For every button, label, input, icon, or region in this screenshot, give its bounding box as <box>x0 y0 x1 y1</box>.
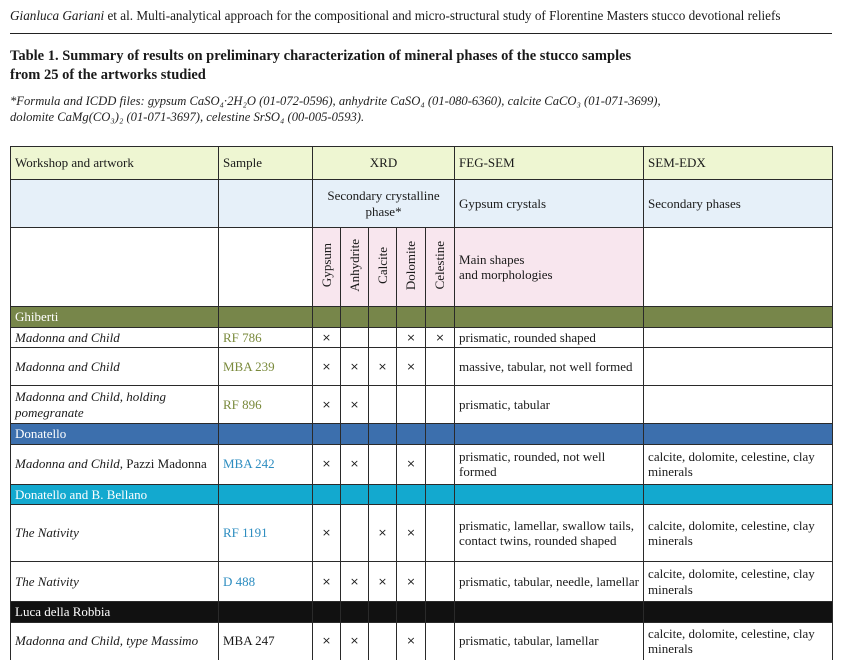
sample-cell: RF 896 <box>219 386 313 424</box>
xrd-mark-cell: × <box>397 622 426 660</box>
header-mineral-anhydrite: Anhydrite <box>341 228 369 307</box>
results-table <box>10 146 833 660</box>
caption-line-1: Table 1. Summary of results on preliminary characterization of mineral phases of the stucco samples <box>10 48 632 64</box>
group-cell <box>397 602 426 623</box>
group-row <box>11 602 833 623</box>
phases-cell: calcite, dolomite, celestine, clay minerals <box>644 444 833 484</box>
header-secondary-phases: Secondary phases <box>644 180 833 228</box>
xrd-mark-cell: × <box>397 505 426 562</box>
artwork-cell <box>11 386 219 424</box>
xrd-mark-cell <box>341 327 369 348</box>
header-workshop: Workshop and artwork <box>11 147 219 180</box>
header-gypsum-crystals: Gypsum crystals <box>455 180 644 228</box>
running-head-title: et al. Multi-analytical approach for the compositional and micro-structural study of Florentine Masters stucco devotional reliefs <box>104 8 781 23</box>
artwork-title: Madonna and Child <box>15 329 120 345</box>
artwork-extra: Pazzi Madonna <box>122 456 207 472</box>
group-cell <box>341 602 369 623</box>
sample-cell: RF 786 <box>219 327 313 348</box>
group-cell <box>313 424 341 445</box>
sample-cell: RF 1191 <box>219 505 313 562</box>
shapes-cell: prismatic, lamellar, swallow tails, contact twins, rounded shaped <box>455 505 644 562</box>
table-row <box>11 348 833 386</box>
group-cell <box>369 602 397 623</box>
xrd-mark-cell <box>426 505 455 562</box>
xrd-mark-cell: × <box>313 622 341 660</box>
table-caption <box>10 47 832 85</box>
header-mineral-dolomite: Dolomite <box>397 228 426 307</box>
table-row <box>11 505 833 562</box>
group-name: Donatello <box>11 424 219 445</box>
running-head <box>10 8 832 24</box>
artwork-title: Madonna and Child, <box>15 456 123 472</box>
xrd-mark-cell: × <box>341 562 369 602</box>
header-main-shapes: Main shapes and morphologies <box>455 228 644 307</box>
table-row <box>11 622 833 660</box>
phases-cell <box>644 327 833 348</box>
running-head-author: Gianluca Gariani <box>10 8 105 23</box>
sample-cell: MBA 239 <box>219 348 313 386</box>
group-cell <box>219 424 313 445</box>
header-fegsem: FEG-SEM <box>455 147 644 180</box>
header-row-minerals <box>11 228 833 307</box>
header-blank-4 <box>219 228 313 307</box>
group-cell <box>341 307 369 328</box>
group-cell <box>426 484 455 505</box>
artwork-title: The Nativity <box>15 573 79 589</box>
header-blank-1 <box>11 180 219 228</box>
group-cell <box>313 484 341 505</box>
table-row <box>11 327 833 348</box>
artwork-cell <box>11 327 219 348</box>
header-sample: Sample <box>219 147 313 180</box>
group-cell <box>313 307 341 328</box>
artwork-title: Madonna and Child, holding pomegranate <box>15 389 166 420</box>
group-row <box>11 484 833 505</box>
group-cell <box>369 307 397 328</box>
table-row <box>11 562 833 602</box>
group-cell <box>644 484 833 505</box>
phases-cell <box>644 348 833 386</box>
shapes-cell: prismatic, tabular <box>455 386 644 424</box>
xrd-mark-cell: × <box>341 622 369 660</box>
xrd-mark-cell <box>369 444 397 484</box>
group-name: Donatello and B. Bellano <box>11 484 219 505</box>
xrd-mark-cell <box>426 562 455 602</box>
xrd-mark-cell <box>397 386 426 424</box>
group-cell <box>426 307 455 328</box>
phases-cell: calcite, dolomite, celestine, clay minerals <box>644 562 833 602</box>
group-cell <box>219 484 313 505</box>
artwork-cell <box>11 505 219 562</box>
group-row <box>11 307 833 328</box>
table-row <box>11 386 833 424</box>
xrd-mark-cell <box>341 505 369 562</box>
artwork-title: Madonna and Child, type Massimo <box>15 633 199 649</box>
group-cell <box>219 307 313 328</box>
phases-cell: calcite, dolomite, celestine, clay minerals <box>644 505 833 562</box>
xrd-mark-cell <box>426 622 455 660</box>
xrd-mark-cell <box>369 386 397 424</box>
artwork-cell <box>11 562 219 602</box>
xrd-mark-cell: × <box>313 348 341 386</box>
header-blank-3 <box>11 228 219 307</box>
group-name: Ghiberti <box>11 307 219 328</box>
shapes-cell: massive, tabular, not well formed <box>455 348 644 386</box>
sample-cell: MBA 242 <box>219 444 313 484</box>
group-cell <box>426 602 455 623</box>
group-cell <box>644 602 833 623</box>
header-xrd: XRD <box>313 147 455 180</box>
header-row-subtitles <box>11 180 833 228</box>
group-cell <box>426 424 455 445</box>
table-body <box>11 147 833 660</box>
shapes-cell: prismatic, rounded, not well formed <box>455 444 644 484</box>
header-mineral-calcite: Calcite <box>369 228 397 307</box>
xrd-mark-cell: × <box>313 327 341 348</box>
xrd-mark-cell <box>426 348 455 386</box>
table-row <box>11 444 833 484</box>
header-blank-5 <box>644 228 833 307</box>
phases-cell <box>644 386 833 424</box>
xrd-mark-cell <box>369 327 397 348</box>
group-cell <box>644 307 833 328</box>
group-name: Luca della Robbia <box>11 602 219 623</box>
xrd-mark-cell: × <box>397 562 426 602</box>
xrd-mark-cell: × <box>313 562 341 602</box>
shapes-cell: prismatic, rounded shaped <box>455 327 644 348</box>
sample-cell: D 488 <box>219 562 313 602</box>
group-cell <box>341 484 369 505</box>
artwork-title: Madonna and Child <box>15 358 120 374</box>
group-cell <box>455 307 644 328</box>
group-cell <box>341 424 369 445</box>
shapes-cell: prismatic, tabular, needle, lamellar <box>455 562 644 602</box>
xrd-mark-cell: × <box>397 444 426 484</box>
xrd-mark-cell <box>426 444 455 484</box>
xrd-mark-cell: × <box>313 505 341 562</box>
group-cell <box>455 484 644 505</box>
artwork-cell <box>11 444 219 484</box>
header-mineral-gypsum: Gypsum <box>313 228 341 307</box>
header-secondary-phase: Secondary crystalline phase* <box>313 180 455 228</box>
xrd-mark-cell: × <box>369 348 397 386</box>
group-cell <box>455 602 644 623</box>
note-line-2: dolomite CaMg(CO₃)₂ (01-071-3697), celestine SrSO₄ (00-005-0593). <box>10 109 365 124</box>
header-semedx: SEM-EDX <box>644 147 833 180</box>
group-cell <box>397 424 426 445</box>
group-cell <box>313 602 341 623</box>
header-row-methods <box>11 147 833 180</box>
xrd-mark-cell: × <box>313 386 341 424</box>
group-cell <box>369 424 397 445</box>
xrd-mark-cell: × <box>369 505 397 562</box>
xrd-mark-cell: × <box>341 444 369 484</box>
xrd-mark-cell: × <box>341 348 369 386</box>
sample-cell: MBA 247 <box>219 622 313 660</box>
group-cell <box>644 424 833 445</box>
xrd-mark-cell: × <box>426 327 455 348</box>
group-cell <box>397 307 426 328</box>
header-rule <box>10 33 832 34</box>
group-cell <box>455 424 644 445</box>
group-cell <box>369 484 397 505</box>
group-row <box>11 424 833 445</box>
group-cell <box>219 602 313 623</box>
artwork-cell <box>11 622 219 660</box>
xrd-mark-cell <box>426 386 455 424</box>
shapes-cell: prismatic, tabular, lamellar <box>455 622 644 660</box>
xrd-mark-cell: × <box>369 562 397 602</box>
caption-line-2: from 25 of the artworks studied <box>10 67 206 83</box>
phases-cell: calcite, dolomite, celestine, clay minerals <box>644 622 833 660</box>
formula-note <box>10 94 832 125</box>
xrd-mark-cell: × <box>341 386 369 424</box>
xrd-mark-cell: × <box>397 348 426 386</box>
group-cell <box>397 484 426 505</box>
artwork-title: The Nativity <box>15 525 79 541</box>
header-mineral-celestine: Celestine <box>426 228 455 307</box>
header-blank-2 <box>219 180 313 228</box>
xrd-mark-cell: × <box>397 327 426 348</box>
xrd-mark-cell <box>369 622 397 660</box>
artwork-cell <box>11 348 219 386</box>
xrd-mark-cell: × <box>313 444 341 484</box>
note-line-1: *Formula and ICDD files: gypsum CaSO₄·2H₂O (01-072-0596), anhydrite CaSO₄ (01-080-6360), calcite CaCO₃ (01-071-3699), <box>10 94 661 108</box>
